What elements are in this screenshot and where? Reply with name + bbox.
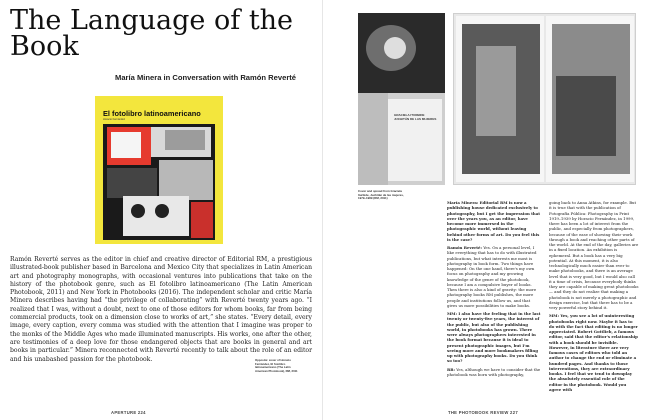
interview-paragraph: MM: Yes, you see a lot of uninteresting photobooks right now. Maybe it has to do with the fact that editing is no longer appreciated. Robert Gottlieb, a famous editor, said that the editor's relationship with a book should be invisible. However, in literature there are very famous cases of editors who told an author to change the end or eliminate a hundred pages. And thanks to those interventions, they are extraordinary books. I feel that we tend to downplay the absolutely essential role of the editor in the photobook. Would you agree with (549, 313, 638, 392)
interview-column-1 (447, 200, 541, 380)
photo-caption: Cover and spread from Graciela Iturbide, Juchitán de las mujeres, 1979–1989 (RM, 2011) (358, 189, 404, 201)
right-page (323, 0, 646, 420)
interview-paragraph: María Minera: Editorial RM is now a publishing house dedicated exclusively to photography, but I get the impression that over the years you, as an editor, have become more immersed in the photographic world, without leaving behind other forms of art. Do you feel this is the case? (447, 200, 541, 242)
page-folio-left: APERTURE 224 (111, 410, 146, 415)
book-cover-image (95, 96, 223, 244)
photobook-cover-title: GRACIELA ITURBIDE JUCHITÁN DE LAS MUJERES (394, 113, 437, 121)
book-cover-author: Horacio Fernández (103, 118, 126, 121)
interview-column-2 (549, 200, 639, 395)
interview-paragraph: Ramón Reverté: Yes. On a personal level, I like everything that has to do with illustrated publications, but what interests me most is photography in book form. Two things have happened: On the one hand, there's my own focus on photography and my growing knowledge of the genre of the photobook, because I am a compulsive buyer of books. Then there is also a kind of gravity: the more photography books RM publishes, the more people and institutions follow us, and that gives us more possibilities to make books. (447, 245, 537, 308)
interview-paragraph: MM: I also have the feeling that in the last twenty or twenty-five years, the interest of the public, but also of the publishing world, in photobooks has grown. There were always photographers interested in the book format because it is ideal to present photographic images, but I'm seeing more and more bookmakers filling up with photography books. Do you think so too? (447, 311, 541, 364)
cover-caption: Opposite: cover of Horacio Fernández, El fotolibro latinoamericano (The Latin American Photobook), RM, 2011 (255, 358, 298, 373)
book-cover-title: El fotolibro latinoamericano (103, 109, 201, 118)
photobook-cover-photo (358, 13, 445, 185)
intro-paragraph: Ramón Reverté serves as the editor in chief and creative director of Editorial RM, a prestigious illustrated-book publisher based in Barcelona and Mexico City that specializes in Latin American art and photography monographs, with occasional ventures into publications that take on the history of the photobook genre, such as El fotolibro latinoamericano (The Latin American Photobook, 2011) and New York in Photobooks (2016). The independent scholar and critic María Minera describes having had “the privilege of collaborating” with Reverté twenty years ago. “I realized that I was, without a doubt, next to one of those editors for whom books, far from being commercial products, took on a dimension close to works of art,” she states. “Every detail, every image, every caption, every comma was studied with the attention that I imagine was proper to the monks of the Middle Ages who made illuminated manuscripts. His works, one after the other, are testimonies of a deep love for those endangered objects that are books in general and art books in particular.” Minera reconnected with Reverté recently to talk about the role of an editor and his unabashed passion for the photobook. (10, 256, 312, 363)
interview-paragraph: going back to Anna Atkins, for example. But it is true that with the publication of Fotografía Pública: Photography in Print 1919–1939 by Horacio Fernández, in 1999, there has been a lot of interest from the public, and especially from photographers, because of the ease of showing their work through a book and reaching other parts of the world. At the end of the day, galleries are in a fixed location. An exhibition is ephemeral. But a book has a very big potential. At this moment, it is also technologically much easier than ever to make photobooks, and there is an average level that is very good, but I would also call it a time of crisis, because everybody thinks they are capable of making great photobooks — and they do not realize that making a photobook is not merely a photographic and design exercise, but that there has to be a very powerful story behind it. (549, 200, 639, 310)
article-subtitle: María Minera in Conversation with Ramón Reverté (115, 73, 297, 82)
interview-paragraph: RR: Yes, although we have to consider that the photobook was born with photography, (447, 366, 541, 377)
article-title: The Language of the Book (10, 5, 294, 62)
photobook-spread-photo (453, 13, 636, 185)
book-cover-collage (103, 124, 215, 240)
page-folio-right: THE PHOTOBOOK REVIEW 227 (448, 410, 518, 415)
